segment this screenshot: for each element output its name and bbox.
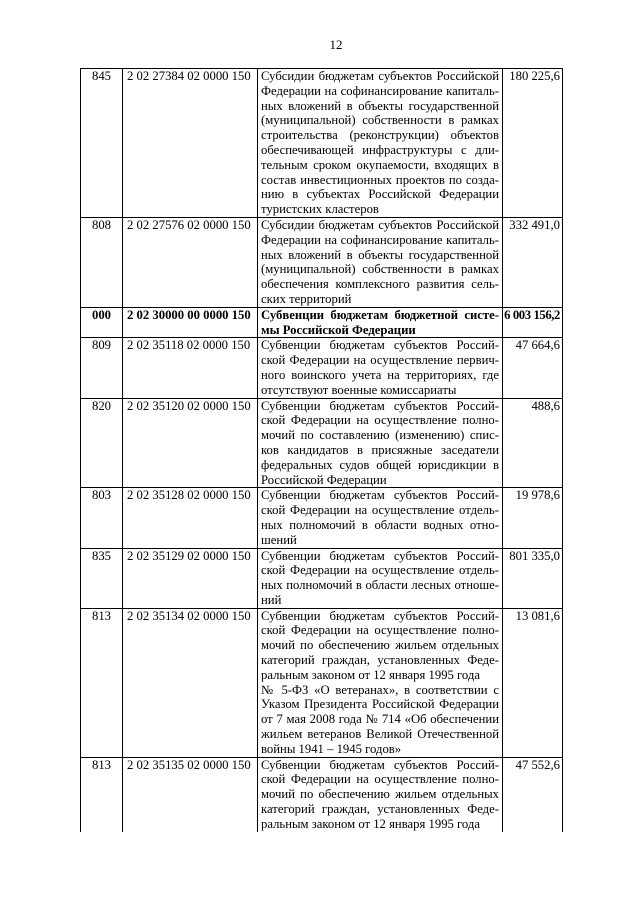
- description-line: ской Федерации на осуществление полно-: [261, 623, 499, 638]
- admin-code-cell: 845: [81, 69, 123, 218]
- revenue-code-cell: 2 02 35128 02 0000 150: [123, 488, 258, 548]
- table-row: [81, 608, 563, 757]
- description-line: тельным сроком окупаемости, входящих в: [261, 157, 499, 172]
- description-line: строительства (реконструкции) объектов: [261, 128, 499, 143]
- description-line: Указом Президента Российской Федерации: [261, 697, 499, 712]
- description-line: мочий по обеспечению жильем отдельных: [261, 787, 499, 802]
- amount-cell: 13 081,6: [503, 608, 563, 757]
- description-cell: [258, 338, 503, 398]
- description-line: ных полномочий в области водных отно-: [261, 517, 499, 532]
- description-line: ской Федерации на осуществление отдель-: [261, 503, 499, 518]
- amount-cell: 47 664,6: [503, 338, 563, 398]
- description-line: Субвенции бюджетам бюджетной систе-: [261, 307, 499, 322]
- admin-code-cell: 820: [81, 398, 123, 488]
- amount-cell: 801 335,0: [503, 548, 563, 608]
- description-line: Федерации на софинансирование капиталь-: [261, 83, 499, 98]
- amount-cell: 332 491,0: [503, 217, 563, 307]
- description-line: ской Федерации на осуществление полно-: [261, 413, 499, 428]
- description-line: жильем ветеранов Великой Отечественной: [261, 727, 499, 742]
- description-line: ральным законом от 12 января 1995 года: [261, 667, 481, 682]
- description-line: ральным законом от 12 января 1995 года: [261, 816, 481, 831]
- revenue-code-cell: 2 02 35135 02 0000 150: [123, 757, 258, 831]
- description-line: категорий граждан, установленных Феде-: [261, 802, 499, 817]
- description-line: от 7 мая 2008 года № 714 «Об обеспечении: [261, 712, 499, 727]
- description-line: ской Федерации на осуществление первич-: [261, 353, 499, 368]
- description-line: Российской Федерации: [261, 472, 387, 487]
- revenue-code-cell: 2 02 30000 00 0000 150: [123, 307, 258, 338]
- description-line: Субвенции бюджетам субъектов Россий-: [261, 338, 499, 353]
- description-line: Субвенции бюджетам субъектов Россий-: [261, 548, 499, 563]
- revenue-code-cell: 2 02 27576 02 0000 150: [123, 217, 258, 307]
- revenue-code-cell: 2 02 35134 02 0000 150: [123, 608, 258, 757]
- amount-cell: 488,6: [503, 398, 563, 488]
- admin-code-cell: 803: [81, 488, 123, 548]
- description-line: туристских кластеров: [261, 202, 379, 217]
- admin-code-cell: 808: [81, 217, 123, 307]
- table-row: [81, 757, 563, 831]
- table-row: [81, 69, 563, 218]
- admin-code-cell: 000: [81, 307, 123, 338]
- amount-cell: 6 003 156,2: [503, 307, 563, 338]
- table-row: [81, 338, 563, 398]
- page-number: 12: [329, 37, 343, 52]
- description-line: категорий граждан, установленных Феде-: [261, 653, 499, 668]
- description-line: Субвенции бюджетам субъектов Россий-: [261, 608, 499, 623]
- amount-cell: 180 225,6: [503, 69, 563, 218]
- amount-cell: 47 552,6: [503, 757, 563, 831]
- description-cell: [258, 69, 503, 218]
- description-line: федеральных судов общей юрисдикции в: [261, 457, 499, 472]
- admin-code-cell: 835: [81, 548, 123, 608]
- description-line: обеспечивающей инфраструктуры с дли-: [261, 142, 499, 157]
- admin-code-cell: 813: [81, 608, 123, 757]
- description-line: (муниципальной) собственности в рамках: [261, 262, 499, 277]
- table-row: [81, 307, 563, 338]
- description-line: мочий по составлению (изменению) спис-: [261, 428, 499, 443]
- description-line: ного воинского учета на территориях, где: [261, 367, 499, 382]
- revenue-code-cell: 2 02 35120 02 0000 150: [123, 398, 258, 488]
- description-line: Субсидии бюджетам субъектов Российской: [261, 69, 499, 83]
- table-row: [81, 488, 563, 548]
- description-line: ных вложений в объекты государственной: [261, 98, 499, 113]
- description-line: ской Федерации на осуществление отдель-: [261, 563, 499, 578]
- description-line: состав инвестиционных проектов по созда-: [261, 172, 499, 187]
- description-cell: [258, 757, 503, 831]
- budget-revenue-table: [80, 68, 563, 832]
- description-line: нию в субъектах Российской Федерации: [261, 187, 499, 202]
- description-line: (муниципальной) собственности в рамках: [261, 113, 499, 128]
- description-cell: [258, 548, 503, 608]
- description-line: мы Российской Федерации: [261, 322, 416, 337]
- admin-code-cell: 813: [81, 757, 123, 831]
- description-line: № 5-ФЗ «О ветеранах», в соответствии с: [261, 682, 499, 697]
- description-line: Субвенции бюджетам субъектов Россий-: [261, 398, 499, 413]
- revenue-code-cell: 2 02 35129 02 0000 150: [123, 548, 258, 608]
- description-line: Субсидии бюджетам субъектов Российской: [261, 217, 499, 232]
- revenue-code-cell: 2 02 27384 02 0000 150: [123, 69, 258, 218]
- admin-code-cell: 809: [81, 338, 123, 398]
- description-cell: [258, 608, 503, 757]
- description-line: отсутствуют военные комиссариаты: [261, 382, 457, 397]
- description-line: ских территорий: [261, 291, 352, 306]
- description-line: ний: [261, 592, 282, 607]
- table-row: [81, 217, 563, 307]
- description-cell: [258, 217, 503, 307]
- description-line: войны 1941 – 1945 годов»: [261, 741, 402, 756]
- description-line: ных вложений в объекты государственной: [261, 247, 499, 262]
- description-cell: [258, 488, 503, 548]
- description-cell: [258, 307, 503, 338]
- description-line: Субвенции бюджетам субъектов Россий-: [261, 488, 499, 503]
- description-line: ков кандидатов в присяжные заседатели: [261, 442, 499, 457]
- table-row: [81, 398, 563, 488]
- revenue-code-cell: 2 02 35118 02 0000 150: [123, 338, 258, 398]
- table-body: [81, 69, 563, 832]
- description-line: обеспечения комплексного развития сель-: [261, 277, 499, 292]
- description-line: ных полномочий в области лесных отноше-: [261, 578, 499, 593]
- table-row: [81, 548, 563, 608]
- description-line: Субвенции бюджетам субъектов Россий-: [261, 757, 499, 772]
- amount-cell: 19 978,6: [503, 488, 563, 548]
- description-line: Федерации на софинансирование капиталь-: [261, 232, 499, 247]
- description-line: мочий по обеспечению жильем отдельных: [261, 638, 499, 653]
- description-line: шений: [261, 532, 297, 547]
- description-cell: [258, 398, 503, 488]
- description-line: ской Федерации на осуществление полно-: [261, 772, 499, 787]
